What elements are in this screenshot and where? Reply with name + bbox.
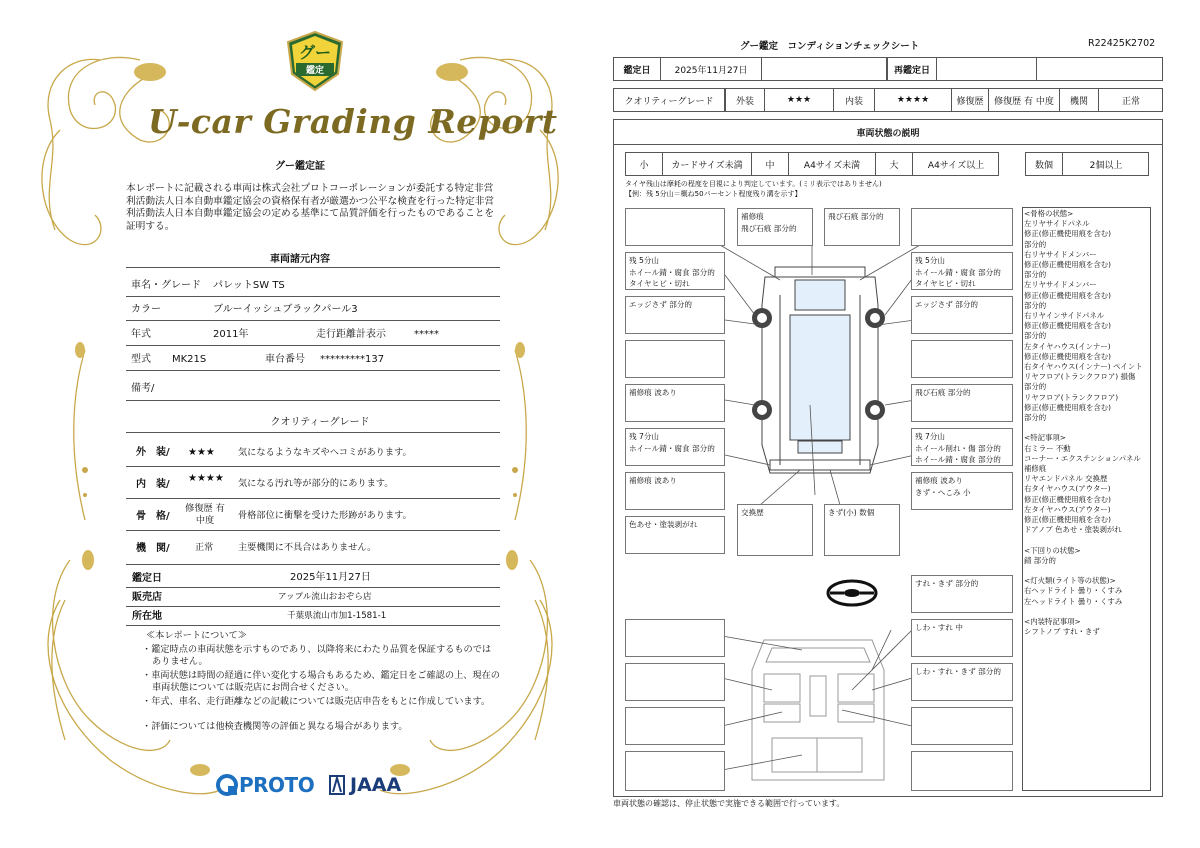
model-label: 型式 <box>131 354 151 365</box>
notes-list <box>1024 209 1158 637</box>
remarks-label: 備考/ <box>131 383 155 394</box>
damage-box-left-1 <box>625 208 725 246</box>
damage-text: 補修痕 波あり <box>629 476 677 485</box>
damage-box-left-8 <box>625 516 725 554</box>
engine-grade: 正常 <box>195 542 214 553</box>
divider <box>126 625 500 626</box>
note-line: 右リヤサイドメンバー <box>1024 249 1097 259</box>
proto-logo-text: PROTO <box>239 773 315 797</box>
note-line: 修正(修正機使用痕を含む) <box>1024 229 1112 239</box>
engine-value: 正常 <box>1121 96 1140 107</box>
note-line: ドアノブ 色あせ・塗装剥がれ <box>1024 525 1122 535</box>
mileage-value: ***** <box>414 329 439 340</box>
legend-large: 大 <box>889 160 899 171</box>
damage-text: 補修痕 波あり <box>629 388 677 397</box>
color-value: ブルーイッシュブラックパール3 <box>213 304 358 315</box>
divider <box>126 345 500 346</box>
goo-logo-sub: 鑑定 <box>296 63 334 76</box>
note-line <box>1024 566 1158 576</box>
note-line <box>1024 607 1158 617</box>
interior-text: しわ・すれ 中 <box>915 623 963 632</box>
interior-desc: 気になる汚れ等が部分的にあります。 <box>238 478 394 489</box>
interior-text: しわ・すれ・きず 部分的 <box>915 667 1001 676</box>
damage-box-right-1 <box>911 208 1013 246</box>
damage-box-right-2 <box>911 252 1013 290</box>
frame-grade: 修復歴 有 中度 <box>185 503 225 526</box>
goo-logo-text: グー <box>298 43 331 62</box>
ext-value: ★★★ <box>786 95 812 105</box>
shop-label: 販売店 <box>132 592 162 603</box>
note-line: 右ヘッドライト 曇り・くすみ <box>1024 586 1123 596</box>
note-line: <骨格の状態> <box>1024 209 1074 218</box>
footer-note: 車両状態の確認は、停止状態で実施できる範囲で行っています。 <box>613 799 845 808</box>
damage-text: 交換歴 <box>741 508 764 517</box>
date-value: 2025年11月27日 <box>674 65 748 76</box>
sheet-title: グー鑑定 コンディションチェックシート <box>740 41 920 52</box>
divider <box>126 466 500 467</box>
note-line: 錆 部分的 <box>1024 555 1056 565</box>
damage-box-left-2 <box>625 252 725 290</box>
interior-box-left-3 <box>625 707 725 745</box>
damage-text: 残 5分山 ホイール錆・腐食 部分的 タイヤヒビ・切れ <box>915 256 1001 288</box>
interior-text: すれ・きず 部分的 <box>915 579 979 588</box>
damage-box-right-4 <box>911 340 1013 378</box>
reinspect-label: 再鑑定日 <box>893 65 930 76</box>
repair-label: 修復歴 <box>956 96 984 107</box>
chassis-value: *********137 <box>320 354 385 365</box>
damage-text: きず(小) 数個 <box>828 508 875 517</box>
divider <box>126 267 500 268</box>
note-line <box>1024 423 1158 433</box>
jaaa-mark-icon <box>328 774 346 796</box>
divider <box>126 370 500 371</box>
notice-item-3: ・年式、車名、走行距離などの記載については販売店申告をもとに作成しています。 <box>142 696 491 707</box>
divider <box>126 296 500 297</box>
address-label: 所在地 <box>132 611 162 622</box>
note-line: 右タイヤハウス(インナー) ペイント <box>1024 362 1143 372</box>
damage-box-left-3 <box>625 296 725 334</box>
divider <box>126 587 500 588</box>
damage-box-top-1 <box>737 208 813 246</box>
quality-heading: クオリティーグレード <box>270 417 370 428</box>
damage-box-right-7 <box>911 472 1013 510</box>
interior-grade: ★★★★ <box>188 473 224 484</box>
note-line: <灯火類(ライト等の状態)> <box>1024 576 1116 586</box>
int-value: ★★★★ <box>896 95 930 105</box>
note-line: 左タイヤハウス(インナー) <box>1024 341 1111 351</box>
interior-box-right-3 <box>911 663 1013 701</box>
note-line: 修正(修正機使用痕を含む) <box>1024 260 1112 270</box>
notice-text: 車両状態は時間の経過に伴い変化する場合もあるため、鑑定日をご確認の上、現在の車両状態については販売店にお問合せください。 <box>151 670 500 694</box>
notice-item-1: ・鑑定時点の車両状態を示すものであり、以降将来にわたり品質を保証するものではありません。 <box>142 644 492 668</box>
damage-box-left-6 <box>625 428 725 466</box>
goo-logo <box>286 30 344 92</box>
damage-box-bottom-2 <box>824 504 900 556</box>
divider <box>126 530 500 531</box>
note-line: 右タイヤハウス(アウター) <box>1024 484 1111 494</box>
appraisal-date-value: 2025年11月27日 <box>290 572 371 583</box>
tire-note-1: タイヤ残山は摩耗の程度を目視により判定しています。(ミリ表示ではありません) <box>625 180 882 188</box>
note-line: 修正(修正機使用痕を含む) <box>1024 402 1112 412</box>
engine-desc: 主要機関に不具合はありません。 <box>238 542 377 553</box>
shop-value: アップル流山おおぞら店 <box>278 592 372 602</box>
cert-heading: グー鑑定証 <box>275 161 325 172</box>
repair-value: 修復歴 有 中度 <box>994 96 1054 107</box>
note-line: 部分的 <box>1024 270 1047 280</box>
year-label: 年式 <box>131 329 151 340</box>
note-line: 部分的 <box>1024 413 1047 423</box>
interior-box-right-5 <box>911 751 1013 791</box>
mileage-label: 走行距離計表示 <box>316 329 386 340</box>
ext-label: 外装 <box>735 96 754 107</box>
damage-text <box>626 341 724 345</box>
note-line: 修正(修正機使用痕を含む) <box>1024 515 1112 525</box>
car-top-diagram-icon <box>720 205 920 505</box>
note-line: シフトノブ すれ・きず <box>1024 627 1100 637</box>
interior-text <box>626 620 724 624</box>
damage-box-left-7 <box>625 472 725 510</box>
note-line: 部分的 <box>1024 239 1047 249</box>
damage-text <box>912 209 1012 213</box>
legend-large-desc: A4サイズ以上 <box>927 160 985 171</box>
damage-text <box>912 341 1012 345</box>
exterior-desc: 気になるようなキズやヘコミがあります。 <box>238 447 412 458</box>
reinspect-extra-cell <box>1036 57 1163 81</box>
grade-label: クオリティーグレード <box>624 96 714 107</box>
cert-text: 本レポートに記載される車両は株式会社プロトコーポレーションが委託する特定非営利活動法人日本自動車鑑定協会の資格保有者が厳選かつ公平な検査を行った特定非営利活動法人日本自動車鑑定協会の定める基準にて品質評価を行ったものであることを証明する。 <box>126 183 495 232</box>
notice-heading: ≪本レポートについて≫ <box>146 630 247 641</box>
interior-text <box>626 752 724 756</box>
legend-mid: 中 <box>765 160 775 171</box>
divider <box>126 564 500 565</box>
interior-box-right-4 <box>911 707 1013 745</box>
interior-text <box>626 664 724 668</box>
damage-text: 補修痕 波あり きず・へこみ 小 <box>915 476 971 497</box>
proto-mark-icon <box>216 774 238 796</box>
note-line: 左ヘッドライト 曇り・くすみ <box>1024 596 1123 606</box>
notice-item-2: ・車両状態は時間の経過に伴い変化する場合もあるため、鑑定日をご確認の上、現在の車両状態については販売店にお問合せください。 <box>142 670 500 694</box>
notice-text: 評価については他検査機関等の評価と異なる場合があります。 <box>151 721 408 732</box>
interior-box-right-2 <box>911 619 1013 657</box>
address-value: 千葉県流山市加1-1581-1 <box>287 611 387 621</box>
exterior-grade: ★★★ <box>188 447 215 458</box>
note-line: コーナー・エクステンションパネル <box>1024 453 1141 463</box>
engine-label: 機 関/ <box>136 543 170 554</box>
damage-text: 飛び石痕 部分的 <box>828 212 884 221</box>
count-label: 数個 <box>1034 160 1053 171</box>
damage-text <box>626 209 724 213</box>
interior-text <box>912 708 1012 712</box>
damage-box-bottom-1 <box>737 504 813 556</box>
note-line: 修正(修正機使用痕を含む) <box>1024 351 1112 361</box>
frame-desc: 骨格部位に衝撃を受けた形跡があります。 <box>238 510 412 521</box>
note-line: 修正(修正機使用痕を含む) <box>1024 321 1112 331</box>
note-line: 左リヤサイドメンバー <box>1024 280 1097 290</box>
divider <box>126 400 500 401</box>
model-value: MK21S <box>172 354 207 365</box>
note-line: 左タイヤハウス(アウター) <box>1024 504 1111 514</box>
note-line: リヤフロア(トランクフロア) <box>1024 392 1119 402</box>
interior-text <box>626 708 724 712</box>
int-label: 内装 <box>844 96 863 107</box>
divider <box>126 432 500 433</box>
divider <box>126 498 500 499</box>
note-line: <下回りの状態> <box>1024 545 1081 555</box>
tire-note-2: 【例：残 5分山＝概ね50パーセント程度残り溝を示す】 <box>625 190 802 198</box>
proto-logo <box>216 772 314 798</box>
interior-box-left-2 <box>625 663 725 701</box>
name-value: パレットSW TS <box>213 280 285 291</box>
note-line: リヤフロア(トランクフロア) 損傷 <box>1024 372 1136 382</box>
divider <box>126 320 500 321</box>
note-line: 右ミラー 不動 <box>1024 443 1071 453</box>
note-line: 右リヤインサイドパネル <box>1024 311 1105 321</box>
note-line: <内装特記事項> <box>1024 617 1081 627</box>
note-line: <特記事項> <box>1024 433 1066 443</box>
damage-text: エッジさず 部分的 <box>629 300 693 309</box>
damage-box-right-6 <box>911 428 1013 466</box>
note-line <box>1024 535 1158 545</box>
count-value: 2個以上 <box>1089 160 1123 171</box>
interior-box-left-1 <box>625 619 725 657</box>
note-line: 部分的 <box>1024 331 1047 341</box>
damage-text: エッジさず 部分的 <box>915 300 979 309</box>
note-line: 部分的 <box>1024 300 1047 310</box>
interior-box-right-1 <box>911 575 1013 613</box>
car-interior-diagram-icon <box>722 630 914 792</box>
notice-text: 年式、車名、走行距離などの記載については販売店申告をもとに作成しています。 <box>151 696 491 707</box>
note-line: 左リヤサイドパネル <box>1024 219 1090 229</box>
report-title: U-car Grading Report <box>148 102 558 141</box>
year-value: 2011年 <box>213 329 249 340</box>
engine-label: 機関 <box>1069 96 1088 107</box>
damage-text: 残 5分山 ホイール錆・腐食 部分的 タイヤヒビ・切れ <box>629 256 715 288</box>
divider <box>126 606 500 607</box>
interior-box-left-4 <box>625 751 725 791</box>
legend-mid-desc: A4サイズ未満 <box>803 160 861 171</box>
damage-box-right-3 <box>911 296 1013 334</box>
jaaa-logo-text: JAAA <box>350 774 402 796</box>
color-label: カラー <box>131 304 161 315</box>
interior-label: 内 装/ <box>136 479 170 490</box>
date-empty-cell <box>761 57 887 81</box>
note-line: 部分的 <box>1024 382 1047 392</box>
sheet-id: R22425K2702 <box>1088 38 1156 49</box>
description-heading: 車両状態の説明 <box>856 128 920 139</box>
damage-text: 飛び石痕 部分的 <box>915 388 971 397</box>
chassis-label: 車台番号 <box>265 354 305 365</box>
notice-text: 鑑定時点の車両状態を示すものであり、以降将来にわたり品質を保証するものではありません。 <box>151 644 492 668</box>
name-label: 車名・グレード <box>131 280 201 291</box>
date-label: 鑑定日 <box>623 65 651 76</box>
spec-heading: 車両諸元内容 <box>270 254 330 265</box>
damage-box-left-4 <box>625 340 725 378</box>
damage-box-left-5 <box>625 384 725 422</box>
note-line: 修正(修正機使用痕を含む) <box>1024 494 1112 504</box>
damage-text: 補修痕 飛び石痕 部分的 <box>741 212 797 233</box>
damage-text: 色あせ・塗装剥がれ <box>629 520 698 529</box>
note-line: リヤエンドパネル 交換歴 <box>1024 474 1108 484</box>
frame-label: 骨 格/ <box>136 511 170 522</box>
note-line: 修正(修正機使用痕を含む) <box>1024 290 1112 300</box>
notice-item-4: ・評価については他検査機関等の評価と異なる場合があります。 <box>142 721 408 732</box>
damage-box-top-2 <box>824 208 900 246</box>
damage-text: 残 7分山 ホイール削れ・傷 部分的 ホイール錆・腐食 部分的 <box>915 432 1001 464</box>
jaaa-logo <box>328 772 401 798</box>
legend-small-desc: カードサイズ未満 <box>671 160 743 171</box>
legend-small: 小 <box>639 160 649 171</box>
damage-text: 残 7分山 ホイール錆・腐食 部分的 <box>629 432 715 453</box>
steering-wheel-icon <box>826 579 878 607</box>
note-line: 補修痕 <box>1024 464 1047 474</box>
exterior-label: 外 装/ <box>136 447 170 458</box>
damage-box-right-5 <box>911 384 1013 422</box>
appraisal-date-label: 鑑定日 <box>132 573 162 584</box>
